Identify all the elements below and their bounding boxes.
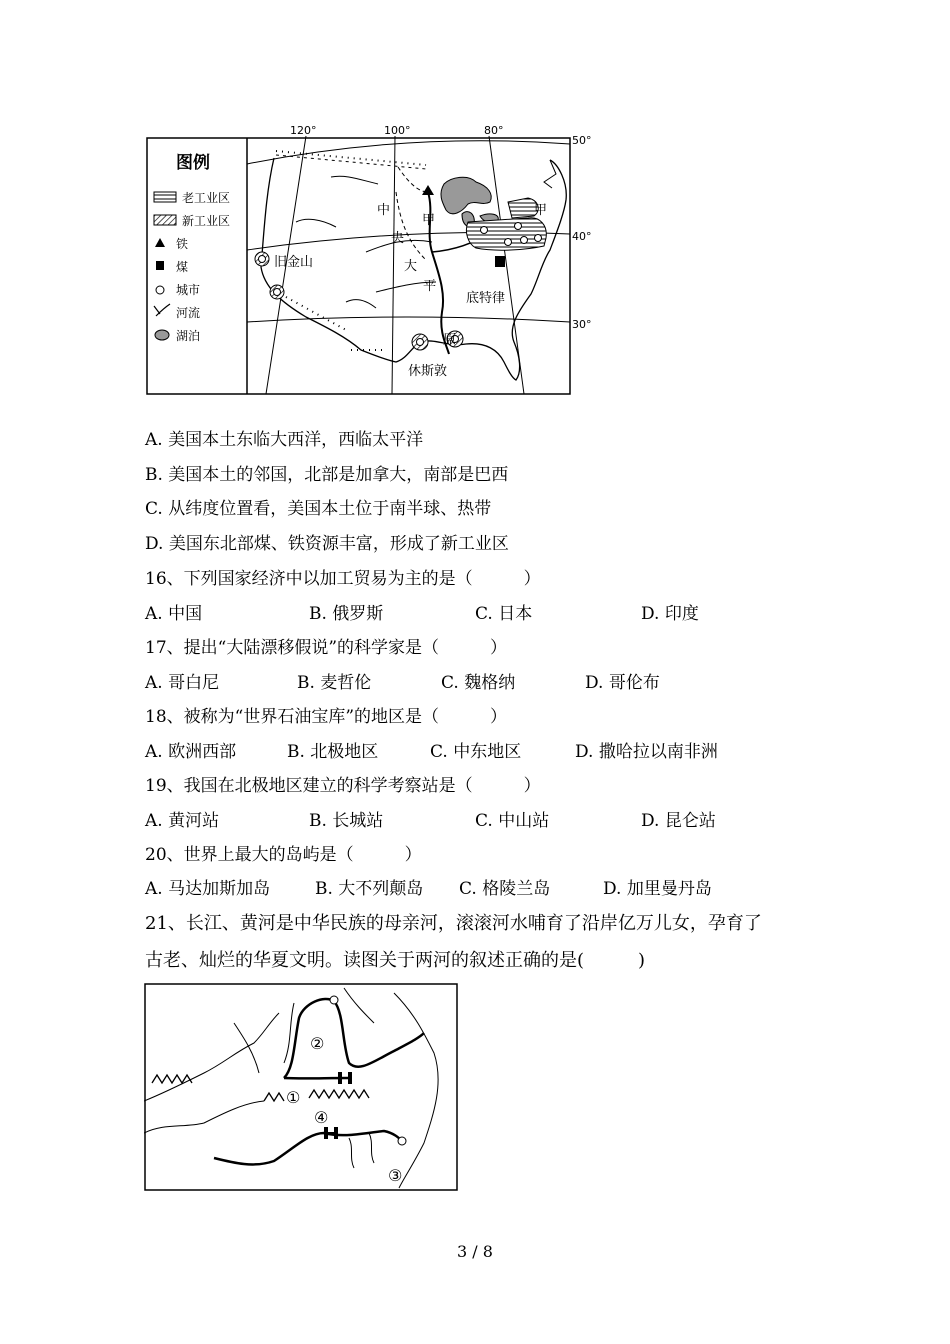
lat-50 <box>247 141 570 164</box>
q18-option-a: A. 欧洲西部 <box>145 742 237 762</box>
q18-option-c: C. 中东地区 <box>430 742 522 762</box>
q15-option-d: D. 美国东北部煤、铁资源丰富，形成了新工业区 <box>145 534 509 554</box>
lat-30 <box>247 317 570 322</box>
q17-stem: 17、提出“大陆漂移假说”的科学家是（ ） <box>145 638 508 658</box>
lake-icon <box>155 330 169 340</box>
iron-icon <box>155 238 165 247</box>
legend-iron: 铁 <box>176 237 189 251</box>
q16-option-a: A. 中国 <box>145 604 203 624</box>
q20-option-c: C. 格陵兰岛 <box>459 879 551 899</box>
legend-old-industrial: 老工业区 <box>182 191 231 205</box>
label-ping: 平 <box>423 279 437 294</box>
q20-option-b: B. 大不列颠岛 <box>315 879 424 899</box>
q20-option-a: A. 马达加斯加岛 <box>145 879 271 899</box>
label-da: 大 <box>404 259 418 274</box>
lat-label-40: 40° <box>572 230 592 243</box>
q19-option-d: D. 昆仑站 <box>641 811 716 831</box>
label-jia-east: 甲 <box>534 203 548 218</box>
map-legend <box>154 152 230 343</box>
mark-2: ② <box>310 1034 325 1053</box>
lon-label-120: 120° <box>290 124 317 137</box>
legend-new-industrial: 新工业区 <box>182 214 231 228</box>
q19-option-a: A. 黄河站 <box>145 811 220 831</box>
q21-stem-line1: 21、长江、黄河是中华民族的母亲河，滚滚河水哺育了沿岸亿万儿女，孕育了 <box>145 913 762 934</box>
city-icon <box>156 286 164 294</box>
q16-option-c: C. 日本 <box>475 604 533 624</box>
q19-option-b: B. 长城站 <box>309 811 384 831</box>
q21-stem-line2: 古老、灿烂的华夏文明。读图关于两河的叙述正确的是( ) <box>145 950 646 971</box>
legend-lake: 湖泊 <box>176 329 201 343</box>
legend-coal: 煤 <box>176 260 189 274</box>
city-sf <box>259 256 266 263</box>
river-source-mark <box>330 996 338 1004</box>
lat-label-50: 50° <box>572 134 592 147</box>
q16-option-b: B. 俄罗斯 <box>309 604 384 624</box>
legend-title: 图例 <box>176 153 210 173</box>
river-icon <box>154 304 170 316</box>
label-houston: 休斯敦 <box>408 364 448 379</box>
q20-option-d: D. 加里曼丹岛 <box>603 879 712 899</box>
mark-3: ③ <box>388 1166 403 1185</box>
mark-1: ① <box>286 1088 301 1107</box>
label-san-francisco: 旧金山 <box>274 255 314 270</box>
legend-river: 河流 <box>176 306 201 320</box>
lon-100 <box>392 136 395 394</box>
rivers-map <box>144 983 460 1193</box>
q17-option-d: D. 哥伦布 <box>585 673 660 693</box>
iron-symbol <box>422 185 434 195</box>
q16-stem: 16、下列国家经济中以加工贸易为主的是（ ） <box>145 569 541 589</box>
great-lakes <box>441 177 491 214</box>
usa-map <box>146 122 596 397</box>
page-number: 3 / 8 <box>457 1242 493 1261</box>
q19-option-c: C. 中山站 <box>475 811 550 831</box>
label-jia-west: 甲 <box>422 213 436 228</box>
mark-4: ④ <box>314 1108 329 1127</box>
q18-option-d: D. 撒哈拉以南非洲 <box>575 742 718 762</box>
lon-label-80: 80° <box>484 124 504 137</box>
q16-option-d: D. 印度 <box>641 604 699 624</box>
q18-stem: 18、被称为“世界石油宝库”的地区是（ ） <box>145 707 508 727</box>
label-yang: 央 <box>391 231 405 246</box>
coal-symbol <box>495 256 505 267</box>
legend-city: 城市 <box>176 283 201 297</box>
q15-option-b: B. 美国本土的邻国，北部是加拿大，南部是巴西 <box>145 465 509 485</box>
q20-stem: 20、世界上最大的岛屿是（ ） <box>145 845 422 865</box>
q17-option-c: C. 魏格纳 <box>441 673 516 693</box>
label-yuan: 原 <box>443 333 457 348</box>
coal-icon <box>156 261 164 270</box>
q19-stem: 19、我国在北极地区建立的科学考察站是（ ） <box>145 776 541 796</box>
lon-label-100: 100° <box>384 124 411 137</box>
q17-option-b: B. 麦哲伦 <box>297 673 372 693</box>
label-zhong: 中 <box>377 203 391 218</box>
q17-option-a: A. 哥白尼 <box>145 673 220 693</box>
label-detroit: 底特律 <box>466 291 506 306</box>
lat-label-30: 30° <box>572 318 592 331</box>
q15-option-a: A. 美国本土东临大西洋，西临太平洋 <box>145 430 424 450</box>
q18-option-b: B. 北极地区 <box>287 742 379 762</box>
q15-option-c: C. 从纬度位置看，美国本土位于南半球、热带 <box>145 499 492 519</box>
